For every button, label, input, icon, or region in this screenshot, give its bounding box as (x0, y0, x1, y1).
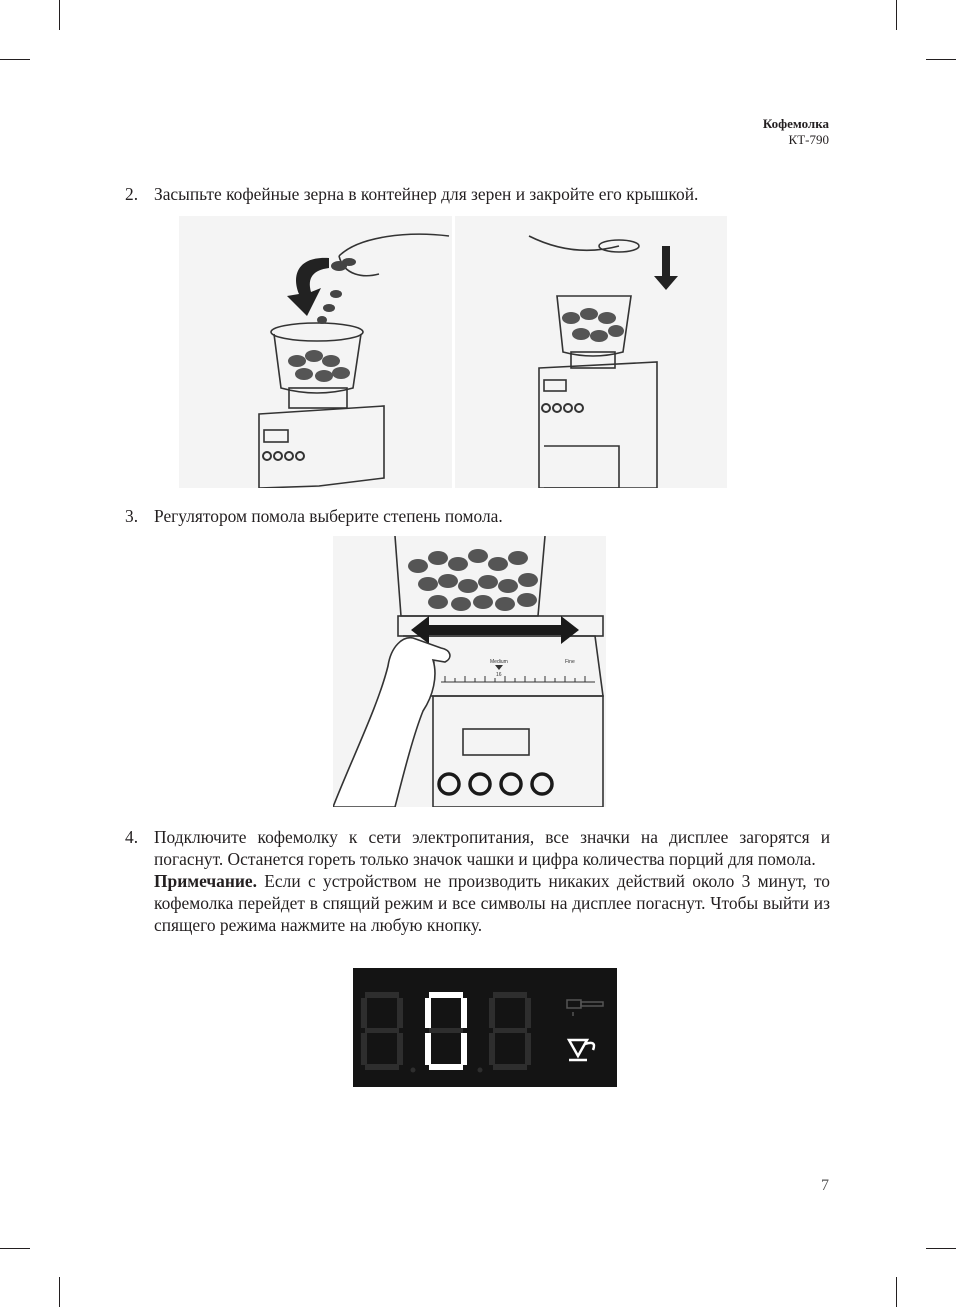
grind-medium-label: Medium (490, 659, 508, 665)
crop-mark (0, 1248, 30, 1249)
cup-icon (569, 1040, 594, 1060)
display-illustration (353, 968, 617, 1087)
page-number: 7 (821, 1177, 829, 1194)
step-number: 2. (125, 184, 139, 204)
crop-mark (926, 1248, 956, 1249)
figure-display (353, 968, 617, 1087)
figure-fill-beans (179, 216, 727, 488)
step-3 (125, 505, 830, 527)
product-model: КТ-790 (788, 132, 829, 147)
step-text: Подключите кофемолку к сети электропитания, все значки на дисплее загорятся и погаснут. Останется гореть только значок чашки и цифра количества порций для помола. (154, 827, 830, 869)
step-text: Засыпьте кофейные зерна в контейнер для зерен и закройте его крышкой. (154, 184, 699, 204)
step-text: Регулятором помола выберите степень помола. (154, 506, 503, 526)
crop-mark (896, 1277, 897, 1307)
crop-mark (896, 0, 897, 30)
grind-medium-value: 16 (496, 672, 502, 678)
note-text: Если с устройством не производить никаких действий около 3 минут, то кофемолка перейдет в спящий режим и все символы на дисплее погаснут. Чтобы выйти из спящего режима нажмите на любую кнопку. (154, 871, 830, 935)
crop-mark (59, 1277, 60, 1307)
page-header (763, 116, 829, 148)
step-number: 4. (125, 827, 139, 847)
step-4 (125, 826, 830, 936)
step-number: 3. (125, 506, 139, 526)
product-name: Кофемолка (762, 116, 829, 131)
step-2 (125, 183, 830, 205)
crop-mark (926, 59, 956, 60)
note-label: Примечание. (154, 871, 257, 891)
grind-fine-label: Fine (565, 659, 575, 665)
grinder-icon (567, 1000, 603, 1016)
grind-selector-illustration (333, 536, 606, 807)
step-note (154, 870, 830, 936)
grind-pointer-icon (495, 665, 503, 670)
crop-mark (59, 0, 60, 30)
crop-mark (0, 59, 30, 60)
figure-grind-selector (333, 536, 606, 807)
fill-beans-illustration (179, 216, 727, 488)
